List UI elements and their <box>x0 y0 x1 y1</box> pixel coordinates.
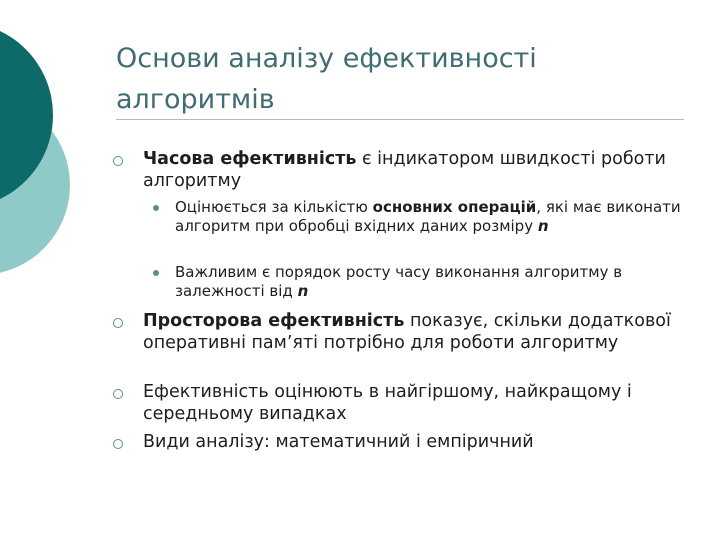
title-line-1: Основи аналізу ефективності <box>116 43 537 74</box>
bullet-space-efficiency <box>143 310 688 354</box>
bullet-space-efficiency-bold: Просторова ефективність <box>143 311 405 331</box>
title-divider <box>116 119 684 120</box>
subbullet-basic-operations-bold: основних операцій <box>372 198 537 216</box>
filled-bullet-icon <box>153 205 159 211</box>
bullet-cases: Ефективність оцінюють в найгіршому, найкращому і середньому випадках <box>143 382 632 424</box>
filled-bullet-icon <box>153 270 159 276</box>
hollow-bullet-icon <box>113 439 123 449</box>
bullet-analysis-types: Види аналізу: математичний і емпіричний <box>143 432 534 452</box>
subbullet-basic-operations-post: , які має виконати алгоритм при обробці вхідних даних розміру <box>175 198 681 235</box>
subbullet-basic-operations <box>175 198 690 236</box>
slide-title <box>116 38 676 120</box>
bullet-time-efficiency <box>143 148 688 192</box>
bullet-space-efficiency-text: показує, скільки додаткової оперативні пам’яті потрібно для роботи алгоритму <box>143 311 671 353</box>
variable-n: n <box>537 217 549 235</box>
subbullet-growth-order <box>175 263 690 301</box>
subbullet-basic-operations-pre: Оцінюється за кількістю <box>175 198 373 216</box>
variable-n: n <box>297 282 309 300</box>
hollow-bullet-icon <box>113 389 123 399</box>
subbullet-growth-order-text: Важливим є порядок росту часу виконання алгоритму в залежності від <box>175 263 623 300</box>
hollow-bullet-icon <box>113 318 123 328</box>
hollow-bullet-icon <box>113 156 123 166</box>
bullet-time-efficiency-text: є індикатором швидкості роботи алгоритму <box>143 149 666 191</box>
title-line-2: алгоритмів <box>116 84 275 115</box>
bullet-time-efficiency-bold: Часова ефективність <box>143 149 357 169</box>
